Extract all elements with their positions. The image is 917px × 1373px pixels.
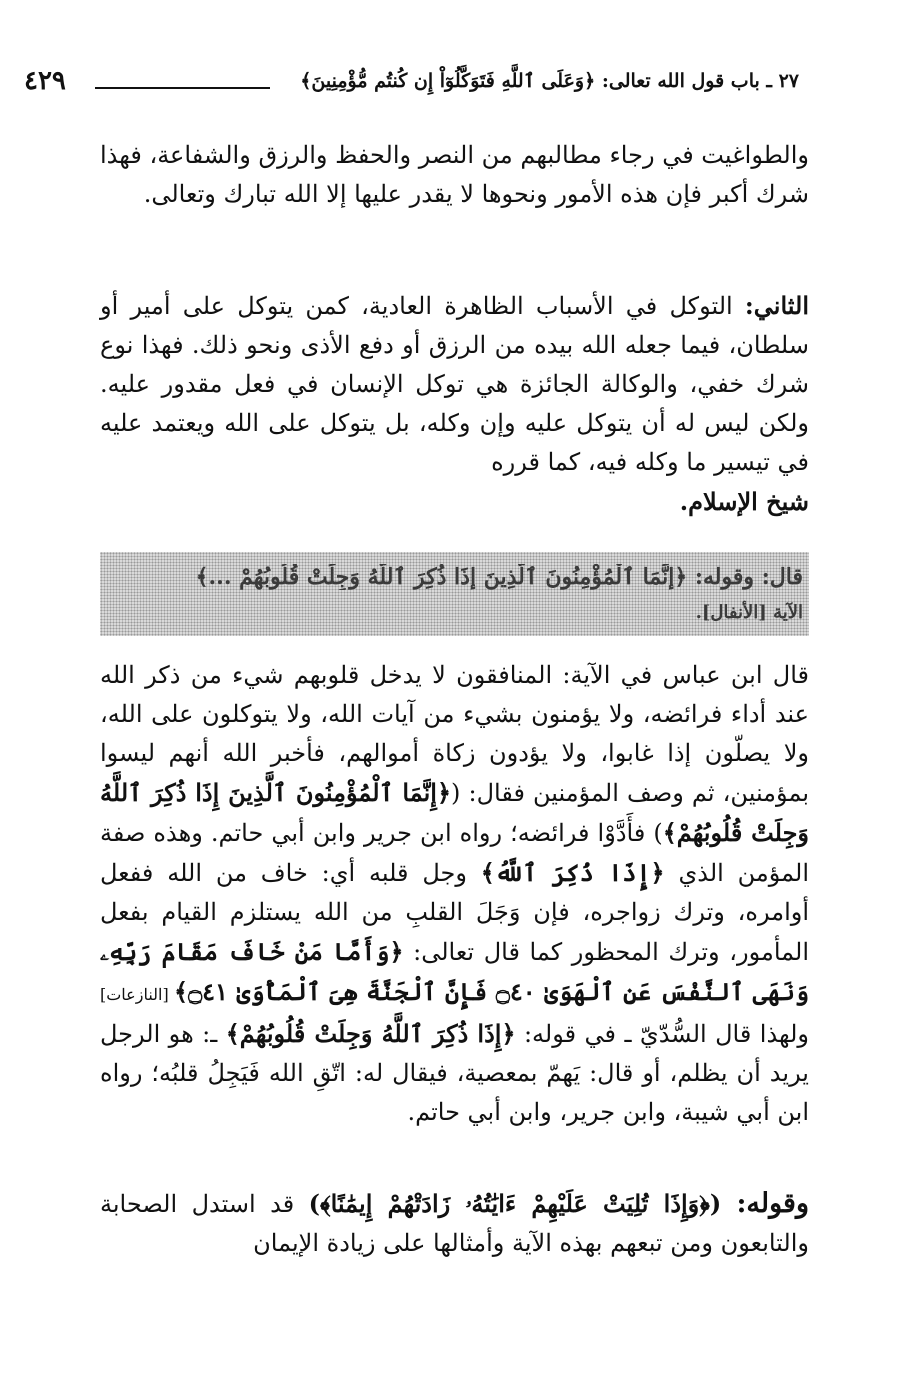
- paragraph-3-part-2: ) فأَدَّوْا فرائضه؛ رواه ابن جرير وابن أبي حاتم. وهذه صفة المؤمن الذي: [100, 819, 810, 887]
- matn-band: [100, 552, 809, 636]
- header-rule: [95, 87, 270, 89]
- quran-quote-1: ﴿إِنَّمَا ٱلْمُؤْمِنُونَ ٱلَّذِينَ إِذَا ذُكِرَ ٱللَّهُ وَجِلَتْ قُلُوبُهُمْ﴾: [100, 778, 810, 847]
- quran-quote-5: (﴿وَإِذَا تُلِيَتْ عَلَيْهِمْ ءَايَٰتُهُۥ زَادَتْهُمْ إِيمَٰنًا﴾): [308, 1189, 737, 1218]
- paragraph-3-part-5: ـ: هو الرجل يريد أن يظلم، أو قال: يَهمّ بمعصية، فيقال له: اتّقِ الله فَيَجِلُ قلبُه؛ رواه ابن أبي شيبة، وابن جرير، وابن أبي حاتم.: [100, 1020, 809, 1126]
- paragraph-2-end: شيخ الإسلام.: [679, 487, 809, 516]
- paragraph-3-part-3: وجل قلبه أي: خاف من الله ففعل أوامره، وترك زواجره، فإن وَجَلَ القلبِ من الله يستلزم القيام بفعل المأمور، وترك المحظور كما قال تعالى:: [100, 859, 810, 966]
- surah-reference: [النازعات]: [100, 985, 175, 1004]
- paragraph-2: [100, 286, 809, 522]
- paragraph-4-lead: وقوله:: [736, 1188, 809, 1219]
- matn-line-1: قال: وقوله: ﴿إِنَّمَا ٱلْمُؤْمِنُونَ ٱلَّذِينَ إِذَا ذُكِرَ ٱللَّهُ وَجِلَتْ قُلُوبُهُمْ ...﴾: [195, 564, 803, 590]
- page-number: ٤٢٩: [24, 66, 66, 96]
- quran-quote-3: ﴿وَأَمَّا مَنْ خَافَ مَقَامَ رَبِّهِۦ وَنَهَى ٱلنَّفْسَ عَنِ ٱلْهَوَىٰ ۝٤٠ فَإِنَّ ٱلْجَنَّةَ هِىَ ٱلْمَأْوَىٰ ۝٤١﴾: [100, 937, 810, 1006]
- paragraph-4: [100, 1184, 809, 1263]
- paragraph-3-part-1: قال ابن عباس في الآية: المنافقون لا يدخل قلوبهم شيء من ذكر الله عند أداء فرائضه، ولا يؤمنون بشيء من آيات الله، ولا يتوكلون على الله، ولا يصلّون إذا غابوا، ولا يؤدون زكاة أموالهم، فأخبر الله أنهم ليسوا بمؤمنين، ثم وصف المؤمنين فقال: (: [100, 661, 809, 807]
- quran-quote-4: ﴿إِذَا ذُكِرَ ٱللَّهُ وَجِلَتْ قُلُوبُهُمْ﴾: [225, 1019, 516, 1048]
- quran-quote-2: ﴿إِذَا ذُكِرَ ٱللَّهُ﴾: [480, 858, 665, 887]
- running-header: [0, 66, 917, 106]
- paragraph-3-part-4: ولهذا قال السُّدّيّ ـ في قوله:: [515, 1020, 810, 1048]
- matn-line-2: الآية [الأنفال].: [695, 602, 803, 623]
- paragraph-2-lead: الثاني:: [744, 291, 809, 320]
- paragraph-1: [100, 136, 809, 214]
- paragraph-3: [100, 656, 809, 1132]
- paragraph-2-text: التوكل في الأسباب الظاهرة العادية، كمن يتوكل على أمير أو سلطان، فيما جعله الله بيده من الرزق أو دفع الأذى ونحو ذلك. فهذا نوع شرك خفي، والوكالة الجائزة هي توكل الإنسان في فعل مقدور عليه. ولكن ليس له أن يتوكل عليه وإن وكله، بل يتوكل على الله ويعتمد عليه في تيسير ما وكله فيه، كما قرره: [100, 292, 809, 476]
- paragraph-1-text: والطواغيت في رجاء مطالبهم من النصر والحفظ والرزق والشفاعة، فهذا شرك أكبر فإن هذه الأمور ونحوها لا يقدر عليها إلا الله تبارك وتعالى.: [100, 141, 809, 208]
- chapter-title: ٢٧ ـ باب قول الله تعالى: ﴿وَعَلَى ٱللَّهِ فَتَوَكَّلُوٓاْ إِن كُنتُم مُّؤْمِنِينَ﴾: [300, 70, 799, 92]
- paragraph-4-text: قد استدل الصحابة والتابعون ومن تبعهم بهذه الآية وأمثالها على زيادة الإيمان: [100, 1190, 809, 1257]
